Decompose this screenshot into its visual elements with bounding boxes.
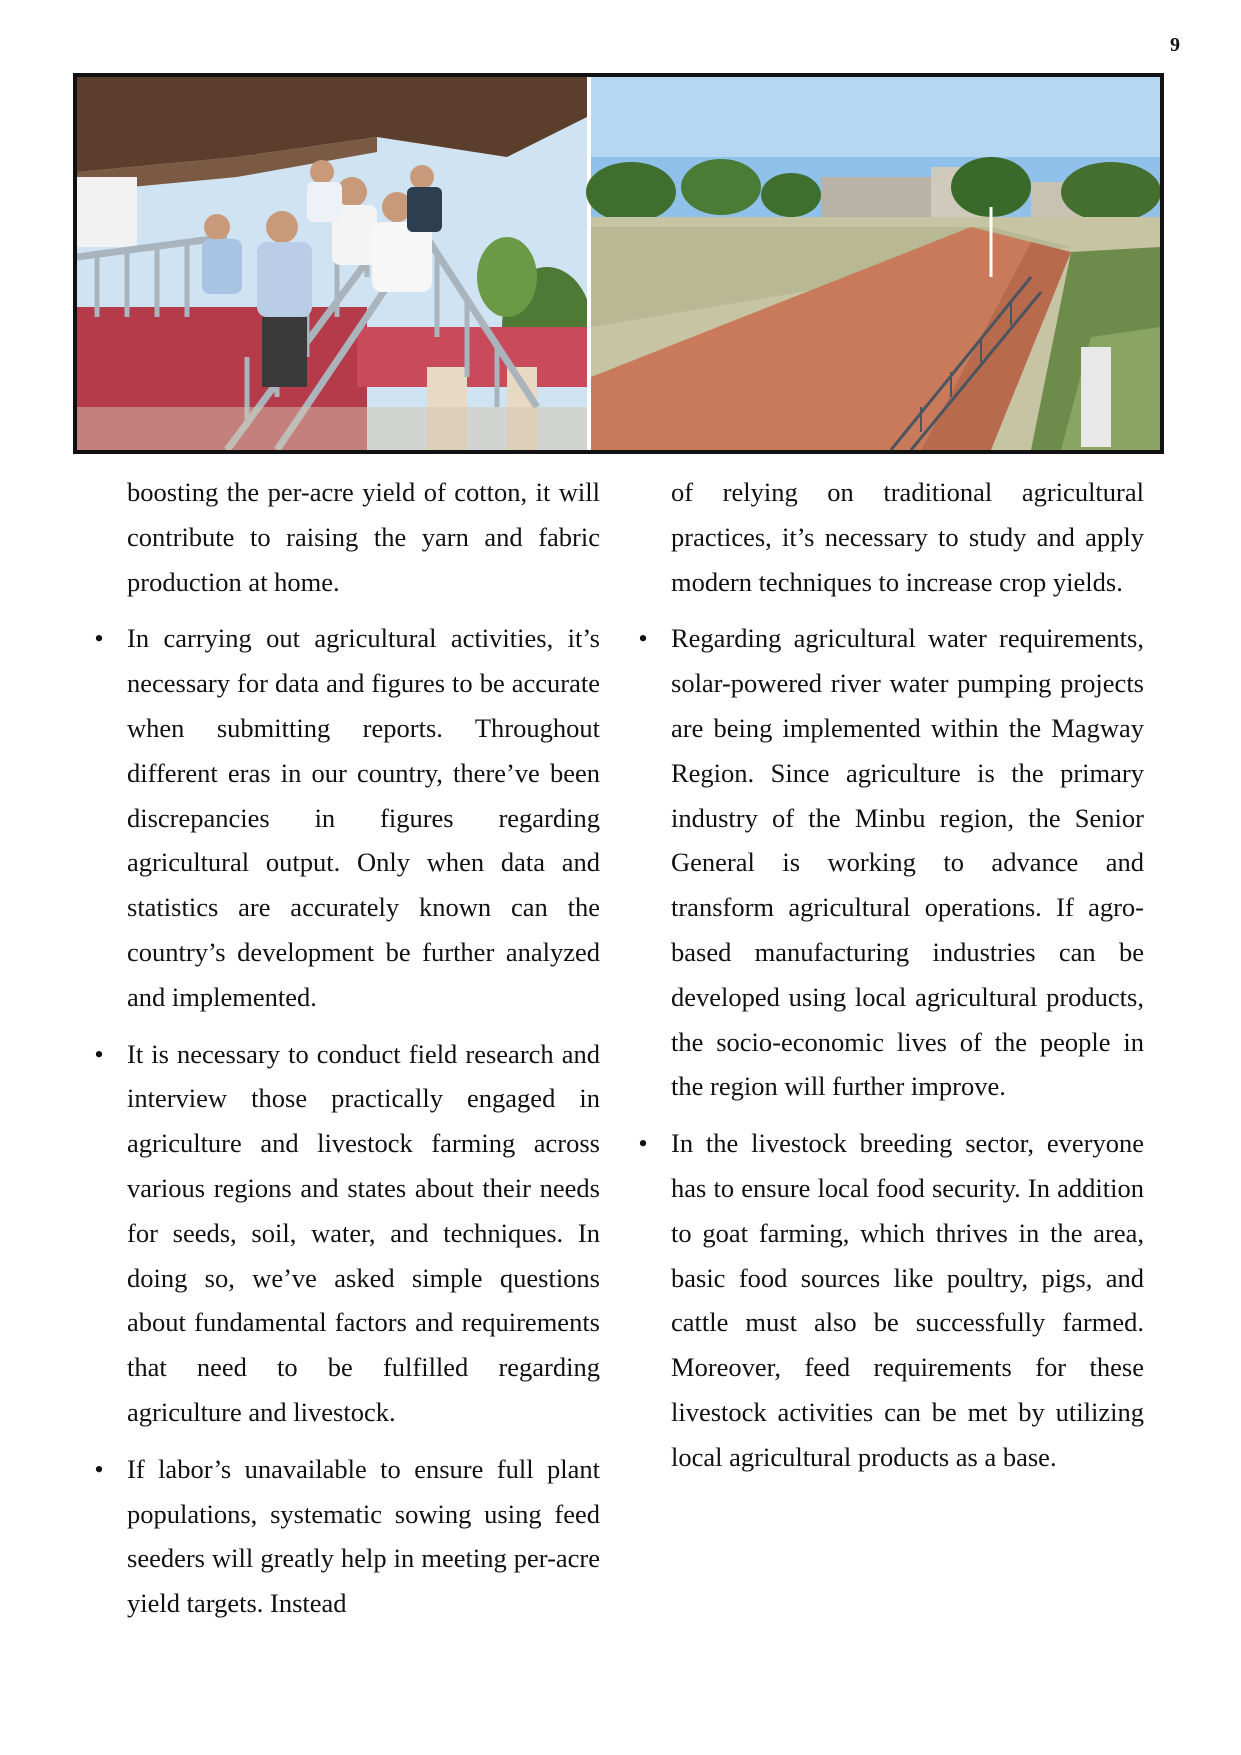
left-column xyxy=(89,470,600,1638)
bullet-text: In the livestock breeding sector, everyone has to ensure local food security. In addition to goat farming, which thrives in the area, basic food sources like poultry, pigs, and cattle must also be successfully farmed. Moreover, feed requirements for these livestock activities can be met by utilizing local agricultural products as a base. xyxy=(671,1128,1144,1472)
paragraph: of relying on traditional agricultural practices, it’s necessary to study and apply modern techniques to increase crop yields. xyxy=(671,477,1144,597)
bullet-paragraph xyxy=(89,1032,600,1435)
paragraph: boosting the per-acre yield of cotton, it will contribute to raising the yarn and fabric production at home. xyxy=(127,477,600,597)
page-number: 9 xyxy=(1170,34,1180,56)
bullet-text: Regarding agricultural water requirements, solar-powered river water pumping projects are being implemented within the Magway Region. Since agriculture is the primary industry of the Minbu region, the Senior General is working to advance and transform agricultural operations. If agro-based manufacturing industries can be developed using local agricultural products, the socio-economic lives of the people in the region will further improve. xyxy=(671,623,1144,1102)
bullet-paragraph xyxy=(89,616,600,1019)
sports-field-photo xyxy=(586,77,1160,450)
bullet-icon xyxy=(89,1447,109,1492)
bullet-text: If labor’s unavailable to ensure full plant populations, systematic sowing using feed seeders will greatly help in meeting per-acre yield targets. Instead xyxy=(127,1453,600,1619)
bullet-text: In carrying out agricultural activities, it’s necessary for data and figures to be accurate when submitting reports. Throughout different eras in our country, there’ve been discrepancies in figures regarding agricultural output. Only when data and statistics are accurately known can the country’s development be further analyzed and implemented. xyxy=(127,623,600,1012)
staircase-visit-photo xyxy=(77,77,592,450)
bullet-icon xyxy=(89,616,109,661)
bullet-icon xyxy=(89,1032,109,1077)
bullet-text: It is necessary to conduct field research and interview those practically engaged in agriculture and livestock farming across various regions and states about their needs for seeds, soil, water, and techniques. In doing so, we’ve asked simple questions about fundamental factors and requirements that need to be fulfilled regarding agriculture and livestock. xyxy=(127,1038,600,1427)
photo-banner xyxy=(73,73,1164,454)
bullet-icon xyxy=(633,616,653,661)
right-column xyxy=(633,470,1144,1492)
bullet-icon xyxy=(633,1121,653,1166)
bullet-paragraph xyxy=(89,1447,600,1626)
bullet-paragraph xyxy=(633,1121,1144,1479)
bullet-paragraph xyxy=(633,616,1144,1109)
